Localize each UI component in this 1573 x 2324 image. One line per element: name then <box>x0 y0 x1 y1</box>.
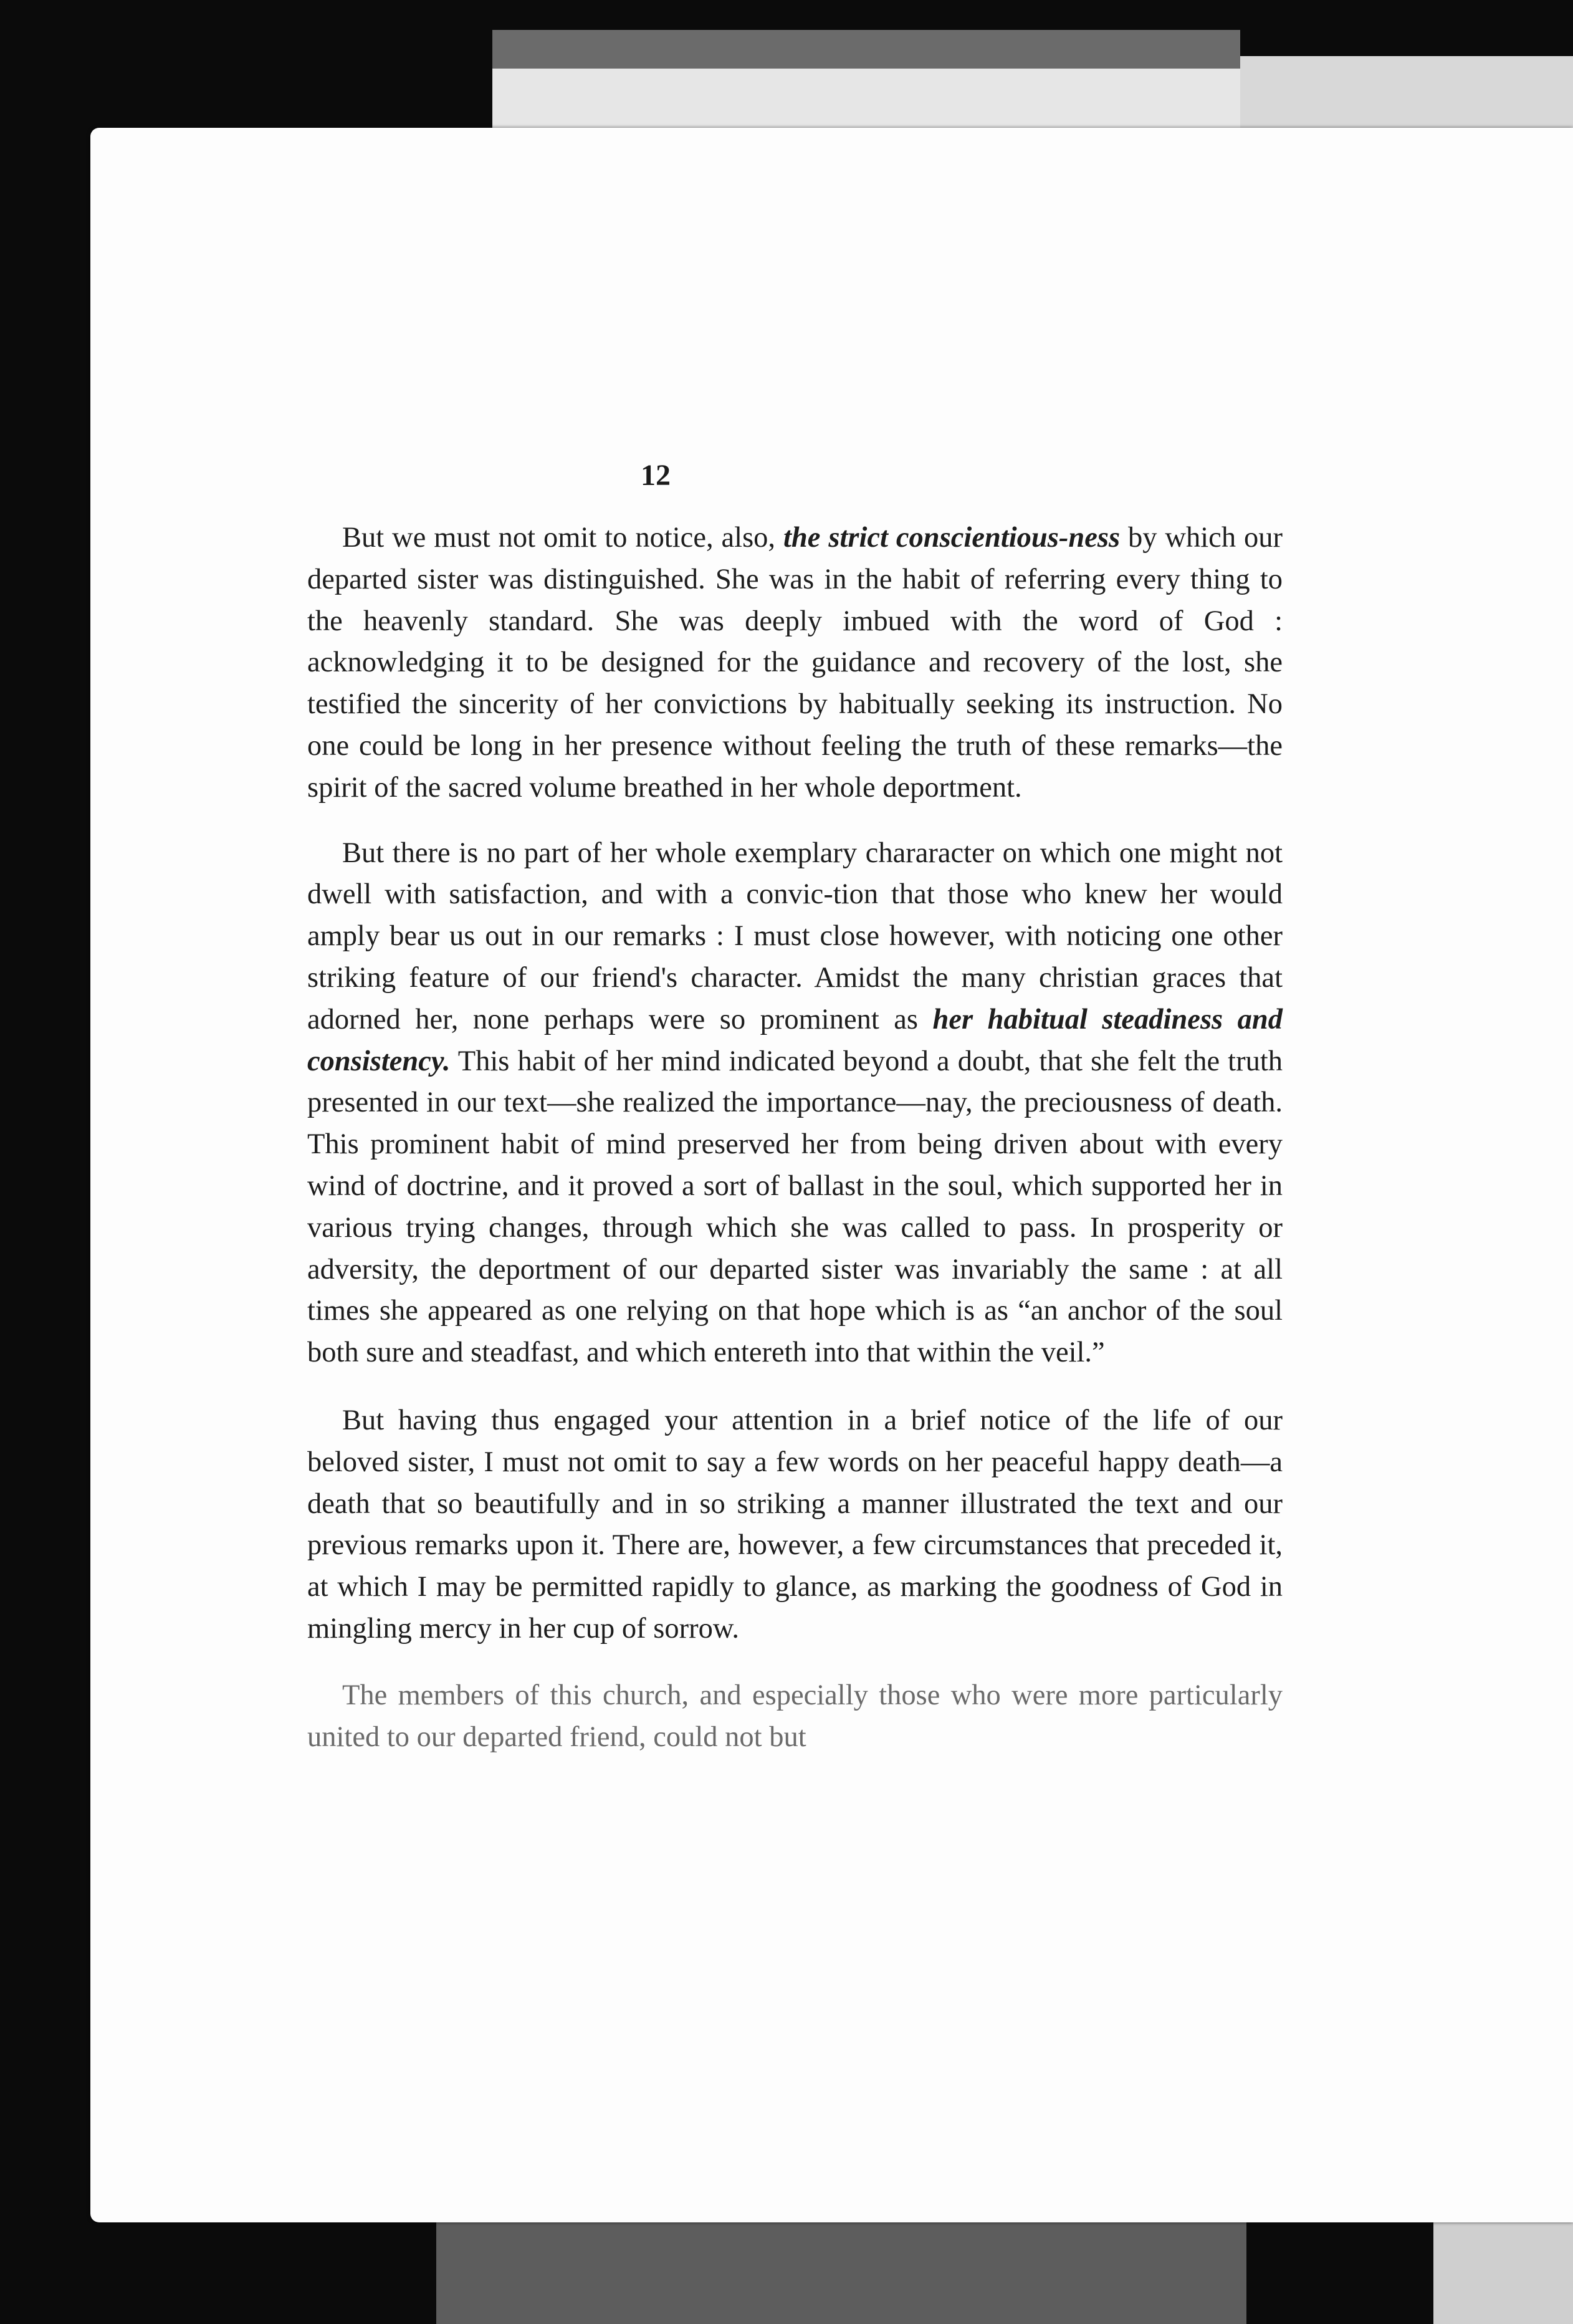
emphasized-text: the strict conscientious-ness <box>783 522 1121 554</box>
bottom-scan-strip <box>436 2219 1246 2324</box>
paragraph-2 <box>307 833 1283 1374</box>
text-segment: by which our departed sister was distinguished. She was in the habit of referring every thing to the heavenly standard. She was deeply imbued with the word of God : acknowledging it to be designed for the guidance and recovery of the lost, she testified the sincerity of her convictions by habitually seeking its instruction. No one could be long in her presence without feeling the truth of these remarks—the spirit of the sacred volume breathed in her whole deportment. <box>307 522 1283 804</box>
paragraph-3 <box>307 1400 1283 1650</box>
back-page-edge <box>492 69 1246 137</box>
bottom-adjacent-strip <box>1433 2219 1573 2324</box>
text-segment: But having thus engaged your attention in a brief notice of the life of our beloved sister, I must not omit to say a few words on her peaceful happy death—a death that so beautifully and in so striking a manner illustrated the text and our previous remarks upon it. There are, however, a few circumstances that preceded it, at which I may be permitted rapidly to glance, as marking the goodness of God in mingling mercy in her cup of sorrow. <box>307 1404 1283 1645</box>
paragraph-1 <box>307 517 1283 809</box>
text-segment: But there is no part of her whole exemplary chararacter on which one might not dwell with satisfaction, and with a convic-tion that those who knew her would amply bear us out in our remarks : I must close however, with noticing one other striking feature of our friend's character. Amidst the many christian graces that adorned her, none perhaps were so prominent as <box>307 837 1283 1035</box>
text-segment: The members of this church, and especially those who were more particularly united to our departed friend, could not but <box>307 1679 1283 1753</box>
text-segment: This habit of her mind indicated beyond a doubt, that she felt the truth presented in our text—she realized the importance—nay, the preciousness of death. This prominent habit of mind preserved her from being driven about with every wind of doctrine, and it proved a sort of ballast in the soul, which supported her in various trying changes, through which she was called to pass. In prosperity or adversity, the deportment of our departed sister was invariably the same : at all times she appeared as one relying on that hope which is as “an anchor of the soul both sure and steadfast, and which entereth into that within the veil.” <box>307 1045 1283 1369</box>
text-segment: But we must not omit to notice, also, <box>342 522 784 554</box>
emphasized-text: her habitual steadiness and consistency. <box>307 1003 1283 1077</box>
paragraph-4 <box>307 1675 1283 1759</box>
page-number: 12 <box>641 459 671 492</box>
body-text <box>307 517 1283 1782</box>
book-page <box>90 128 1573 2222</box>
